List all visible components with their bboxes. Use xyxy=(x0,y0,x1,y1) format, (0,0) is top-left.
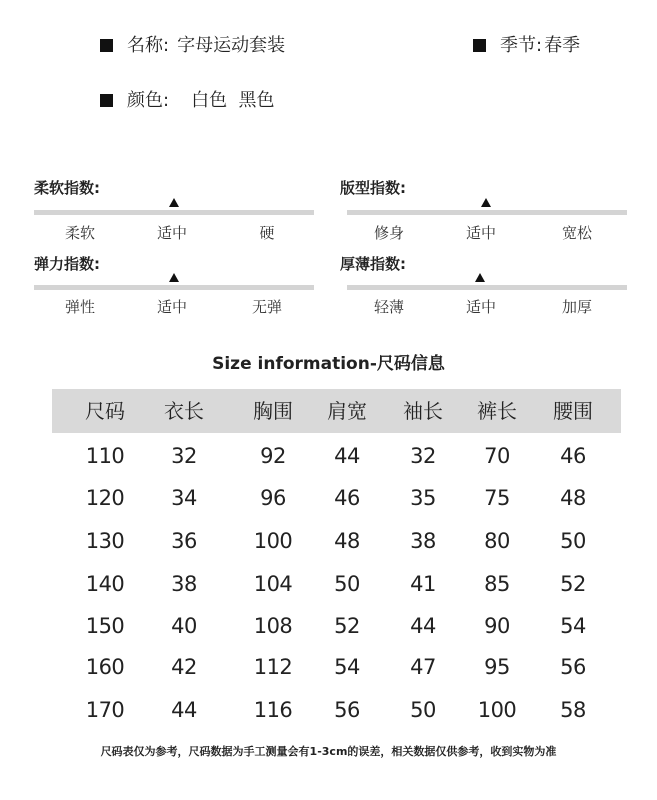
table-cell: 112 xyxy=(253,655,293,679)
table-cell: 108 xyxy=(253,614,293,638)
table-cell: 38 xyxy=(410,529,436,553)
table-cell: 54 xyxy=(334,655,360,679)
table-cell: 56 xyxy=(334,698,360,722)
table-cell: 35 xyxy=(410,486,436,510)
product-name-row xyxy=(100,31,285,57)
table-cell: 44 xyxy=(334,444,360,468)
index-label-mid: 适中 xyxy=(156,224,188,242)
index-scale-bar xyxy=(34,210,314,215)
table-header-cell: 肩宽 xyxy=(327,399,367,423)
table-cell: 46 xyxy=(334,486,360,510)
index-label-high: 无弹 xyxy=(251,298,283,316)
table-cell: 50 xyxy=(334,572,360,596)
table-cell: 32 xyxy=(410,444,436,468)
table-cell: 38 xyxy=(171,572,197,596)
table-cell: 56 xyxy=(560,655,586,679)
size-footnote: 尺码表仅为参考，尺码数据为手工测量会有1-3cm的误差，相关数据仅供参考，收到实物为准 xyxy=(100,745,557,758)
table-cell: 50 xyxy=(560,529,586,553)
product-name-label: 名称: xyxy=(127,35,170,56)
table-cell: 80 xyxy=(484,529,510,553)
table-cell: 52 xyxy=(334,614,360,638)
index-label-mid: 适中 xyxy=(156,298,188,316)
index-label-mid: 适中 xyxy=(465,298,497,316)
season-row xyxy=(473,31,580,57)
table-header-cell: 衣长 xyxy=(164,399,204,423)
table-cell: 36 xyxy=(171,529,197,553)
table-cell: 48 xyxy=(560,486,586,510)
table-cell: 54 xyxy=(560,614,586,638)
season-value: 春季 xyxy=(544,35,581,56)
table-cell: 50 xyxy=(410,698,436,722)
table-header-cell: 裤长 xyxy=(477,399,517,423)
size-section-title: Size information-尺码信息 xyxy=(212,354,445,374)
indicator-arrow-icon xyxy=(481,198,491,207)
index-scale-bar xyxy=(347,210,627,215)
table-cell: 70 xyxy=(484,444,510,468)
table-cell: 48 xyxy=(334,529,360,553)
table-cell: 110 xyxy=(85,444,125,468)
indicator-arrow-icon xyxy=(169,273,179,282)
color-value: 白色 黑色 xyxy=(191,90,275,111)
table-cell: 85 xyxy=(484,572,510,596)
table-cell: 44 xyxy=(410,614,436,638)
color-label: 颜色: xyxy=(127,90,170,111)
table-cell: 116 xyxy=(253,698,293,722)
table-cell: 100 xyxy=(253,529,293,553)
index-title: 柔软指数: xyxy=(34,179,100,197)
table-cell: 104 xyxy=(253,572,293,596)
index-title: 版型指数: xyxy=(340,179,406,197)
season-label: 季节: xyxy=(500,35,543,56)
table-cell: 140 xyxy=(85,572,125,596)
table-cell: 170 xyxy=(85,698,125,722)
table-header-cell: 腰围 xyxy=(553,399,593,423)
table-cell: 160 xyxy=(85,655,125,679)
indicator-arrow-icon xyxy=(475,273,485,282)
index-label-high: 加厚 xyxy=(561,298,593,316)
index-label-low: 弹性 xyxy=(64,298,96,316)
index-label-high: 宽松 xyxy=(561,224,593,242)
table-header-cell: 袖长 xyxy=(403,399,443,423)
index-scale-bar xyxy=(34,285,314,290)
index-title: 弹力指数: xyxy=(34,255,100,273)
table-cell: 130 xyxy=(85,529,125,553)
index-label-low: 轻薄 xyxy=(373,298,405,316)
table-cell: 41 xyxy=(410,572,436,596)
table-cell: 47 xyxy=(410,655,436,679)
table-cell: 100 xyxy=(477,698,517,722)
table-header-cell: 胸围 xyxy=(253,399,293,423)
index-label-low: 修身 xyxy=(373,224,405,242)
table-cell: 34 xyxy=(171,486,197,510)
square-bullet-icon xyxy=(100,39,113,52)
index-label-high: 硬 xyxy=(259,224,275,242)
table-cell: 32 xyxy=(171,444,197,468)
index-label-low: 柔软 xyxy=(64,224,96,242)
table-cell: 52 xyxy=(560,572,586,596)
table-cell: 40 xyxy=(171,614,197,638)
product-name-value: 字母运动套装 xyxy=(177,35,286,56)
table-cell: 44 xyxy=(171,698,197,722)
table-cell: 96 xyxy=(260,486,286,510)
table-cell: 95 xyxy=(484,655,510,679)
table-cell: 90 xyxy=(484,614,510,638)
table-cell: 92 xyxy=(260,444,286,468)
index-scale-bar xyxy=(347,285,627,290)
table-cell: 42 xyxy=(171,655,197,679)
table-cell: 58 xyxy=(560,698,586,722)
index-label-mid: 适中 xyxy=(465,224,497,242)
table-cell: 120 xyxy=(85,486,125,510)
index-title: 厚薄指数: xyxy=(340,255,406,273)
square-bullet-icon xyxy=(473,39,486,52)
table-cell: 150 xyxy=(85,614,125,638)
indicator-arrow-icon xyxy=(169,198,179,207)
table-cell: 75 xyxy=(484,486,510,510)
square-bullet-icon xyxy=(100,94,113,107)
color-row xyxy=(100,86,275,112)
table-header-cell: 尺码 xyxy=(85,399,125,423)
table-cell: 46 xyxy=(560,444,586,468)
